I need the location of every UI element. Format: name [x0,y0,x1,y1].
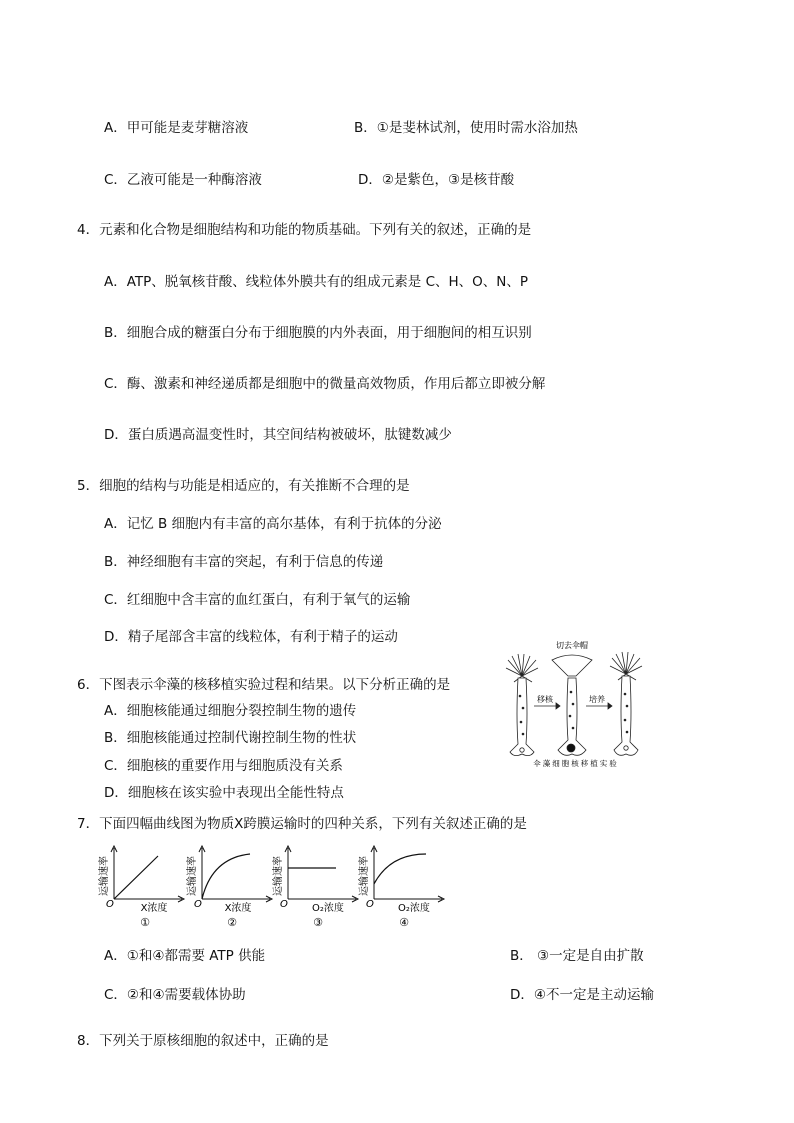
q7-stem: 7．下面四幅曲线图为物质X跨膜运输时的四种关系，下列有关叙述正确的是 [77,816,527,832]
umbrella-alga-figure [496,636,656,770]
q3-option-b: B．①是斐林试剂，使用时需水浴加热 [354,120,578,136]
fig-top-label: 切去伞帽 [556,641,588,650]
fig-caption: 伞藻细胞核移植实验 [533,759,619,768]
q6-option-a: A．细胞核能通过细胞分裂控制生物的遗传 [104,703,357,719]
graph4-origin: O [366,899,374,910]
q6-option-d: D．细胞核在该实验中表现出全能性特点 [104,785,344,801]
graph2-xlabel: X浓度 [224,903,252,914]
q8-stem: 8．下列关于原核细胞的叙述中，正确的是 [77,1033,329,1049]
graph4-number: ④ [399,916,409,929]
graph2-ylabel: 运输速率 [187,856,198,896]
q7-graph-1 [98,844,188,934]
q6-stem: 6．下图表示伞藻的核移植实验过程和结果。以下分析正确的是 [77,677,451,693]
q4-option-a: A．ATP、脱氧核苷酸、线粒体外膜共有的组成元素是 C、H、O、N、P [104,274,529,290]
graph1-origin: O [106,899,114,910]
q4-stem: 4．元素和化合物是细胞结构和功能的物质基础。下列有关的叙述，正确的是 [77,222,532,238]
left-alga-icon [506,654,538,756]
graph3-xlabel: O₂浓度 [312,903,344,914]
q5-option-c: C．红细胞中含丰富的血红蛋白，有利于氧气的运输 [104,592,411,608]
q4-option-b: B．细胞合成的糖蛋白分布于细胞膜的内外表面，用于细胞间的相互识别 [104,325,532,341]
q7-option-d: D．④不一定是主动运输 [510,987,654,1003]
q7-option-b: B． ③一定是自由扩散 [510,948,644,964]
q5-option-a: A．记忆 B 细胞内有丰富的高尔基体，有利于抗体的分泌 [104,516,442,532]
q5-option-d: D．精子尾部含丰富的线粒体，有利于精子的运动 [104,629,398,645]
q7-graph-3 [272,844,362,934]
right-alga-icon [610,652,642,755]
graph3-origin: O [280,899,288,910]
graph1-number: ① [140,916,150,929]
q7-graph-4 [358,844,448,934]
graph4-ylabel: 运输速率 [359,856,370,896]
fig-arrow2-label: 培养 [589,695,605,704]
graph2-number: ② [227,916,237,929]
graph3-number: ③ [313,916,323,929]
q5-option-b: B．神经细胞有丰富的突起，有利于信息的传递 [104,554,384,570]
graph1-ylabel: 运输速率 [99,856,110,896]
q4-option-c: C．酶、激素和神经递质都是细胞中的微量高效物质，作用后都立即被分解 [104,376,546,392]
graph2-curve [202,854,250,899]
q5-stem: 5．细胞的结构与功能是相适应的，有关推断不合理的是 [77,478,410,494]
q6-option-b: B．细胞核能通过控制代谢控制生物的性状 [104,730,357,746]
graph1-curve [114,856,158,899]
q7-graph-2 [186,844,276,934]
graph2-origin: O [194,899,202,910]
q7-option-a: A．①和④都需要 ATP 供能 [104,948,266,964]
q3-option-a: A．甲可能是麦芽糖溶液 [104,120,249,136]
fig-arrow1-label: 移核 [537,695,553,704]
q3-option-c: C．乙液可能是一种酶溶液 [104,172,262,188]
q4-option-d: D．蛋白质遇高温变性时，其空间结构被破坏，肽键数减少 [104,427,452,443]
q3-option-d: D．②是紫色，③是核苷酸 [358,172,515,188]
graph1-xlabel: X浓度 [140,903,168,914]
graph4-xlabel: O₂浓度 [398,903,430,914]
graph3-ylabel: 运输速率 [273,856,284,896]
q6-option-c: C．细胞核的重要作用与细胞质没有关系 [104,758,343,774]
q7-option-c: C．②和④需要载体协助 [104,987,246,1003]
graph4-curve [374,854,426,884]
